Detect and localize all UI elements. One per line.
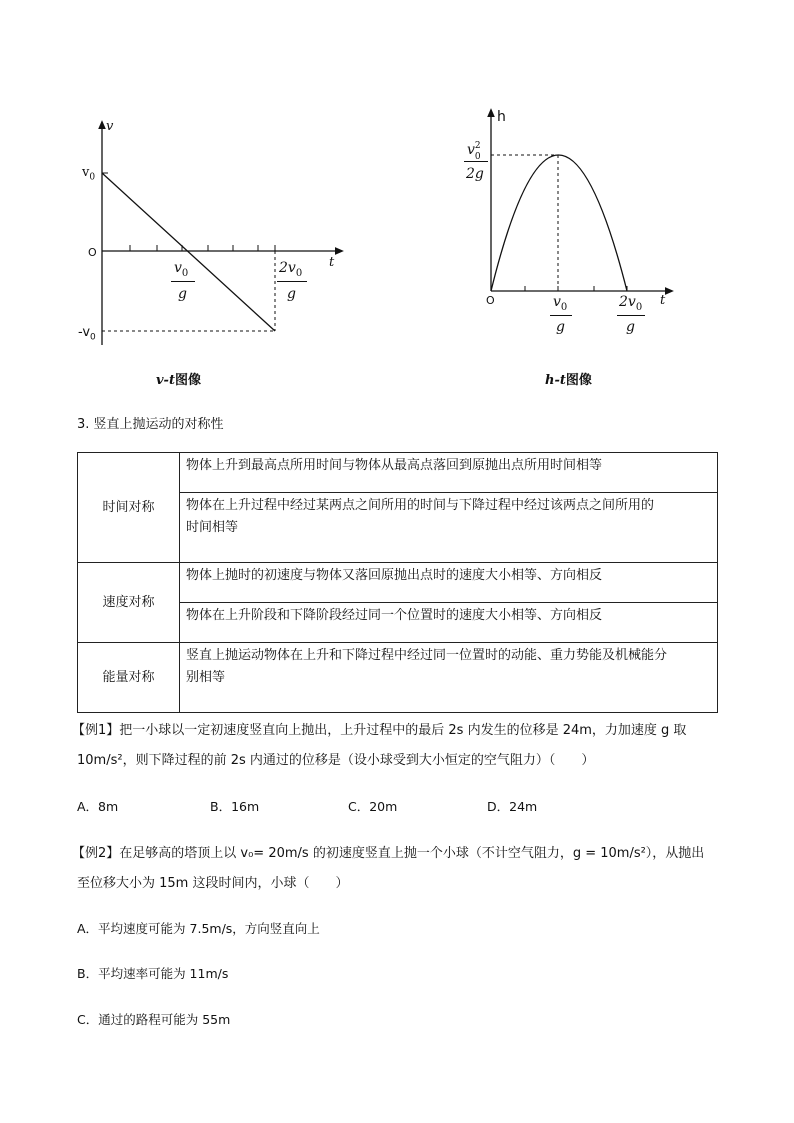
vt-tick2-numerator: $2v_0$: [279, 260, 303, 279]
ht-y-label: h: [497, 109, 506, 125]
ht-x-label: t: [660, 293, 666, 308]
ht-tick2-fraction-bar: [617, 315, 645, 316]
example-2-option-b: B．平均速率可能为 11m/s: [77, 966, 229, 981]
ht-peak-denominator: 2g: [466, 166, 484, 182]
example-2-line-1: 【例2】在足够高的塔顶上以 v₀= 20m/s 的初速度竖直上抛一个小球（不计空气阻力，g = 10m/s²），从抛出: [72, 846, 705, 861]
example-1-option-b: B．16m: [210, 799, 260, 814]
ht-tick2-numerator: $2v_0$: [619, 294, 643, 313]
section-heading: 3. 竖直上抛运动的对称性: [77, 417, 224, 432]
example-2-option-c: C．通过的路程可能为 55m: [77, 1012, 231, 1027]
example-1-line-2: 10m/s²，则下降过程的前 2s 内通过的位移是（设小球受到大小恒定的空气阻力）（ ）: [77, 753, 595, 768]
table-cell: 物体在上升过程中经过某两点之间所用的时间与下降过程中经过该两点之间所用的 时间相等: [180, 493, 718, 563]
ht-peak-fraction-bar: [464, 161, 488, 162]
table-cell: 竖直上抛运动物体在上升和下降过程中经过同一位置时的动能、重力势能及机械能分 别相等: [180, 643, 718, 713]
vt-graph-caption: v-t图像: [156, 373, 201, 388]
ht-parabola: [491, 155, 627, 291]
category-time: 时间对称: [78, 453, 180, 563]
example-2-option-a: A．平均速度可能为 7.5m/s，方向竖直向上: [77, 921, 320, 936]
ht-tick1-numerator: $v_0$: [553, 294, 568, 313]
ht-graph-svg: [0, 0, 794, 400]
category-energy: 能量对称: [78, 643, 180, 713]
symmetry-table: [77, 452, 718, 713]
vt-neg-v0-label: $-v_0$: [78, 325, 96, 343]
example-1-option-a: A．8m: [77, 799, 119, 814]
category-velocity: 速度对称: [78, 563, 180, 643]
example-1-line-1: 【例1】把一小球以一定初速度竖直向上抛出，上升过程中的最后 2s 内发生的位移是 24m，力加速度 g 取: [72, 723, 687, 738]
vt-tick1-numerator: $v_0$: [174, 260, 189, 279]
table-cell: 物体在上升阶段和下降阶段经过同一个位置时的速度大小相等、方向相反: [180, 603, 718, 643]
ht-origin-label: O: [486, 294, 495, 307]
ht-tick1-fraction-bar: [550, 315, 572, 316]
ht-graph-caption: h-t图像: [545, 373, 592, 388]
example-1-option-c: C．20m: [348, 799, 398, 814]
example-2-line-2: 至位移大小为 15m 这段时间内，小球（ ）: [77, 876, 349, 891]
ht-tick2-denominator: g: [626, 319, 635, 335]
vt-v0-label: $v_0$: [82, 165, 96, 183]
vt-tick1-denominator: g: [178, 286, 187, 302]
table-cell: 物体上抛时的初速度与物体又落回原抛出点时的速度大小相等、方向相反: [180, 563, 718, 603]
ht-peak-numerator: v 2 0: [467, 141, 481, 162]
vt-y-label: v: [106, 119, 114, 134]
vt-origin-label: O: [88, 246, 97, 259]
example-1-option-d: D．24m: [487, 799, 538, 814]
vt-tick2-denominator: g: [287, 286, 296, 302]
table-cell: 物体上升到最高点所用时间与物体从最高点落回到原抛出点所用时间相等: [180, 453, 718, 493]
ht-tick1-denominator: g: [556, 319, 565, 335]
vt-x-label: t: [329, 255, 335, 270]
